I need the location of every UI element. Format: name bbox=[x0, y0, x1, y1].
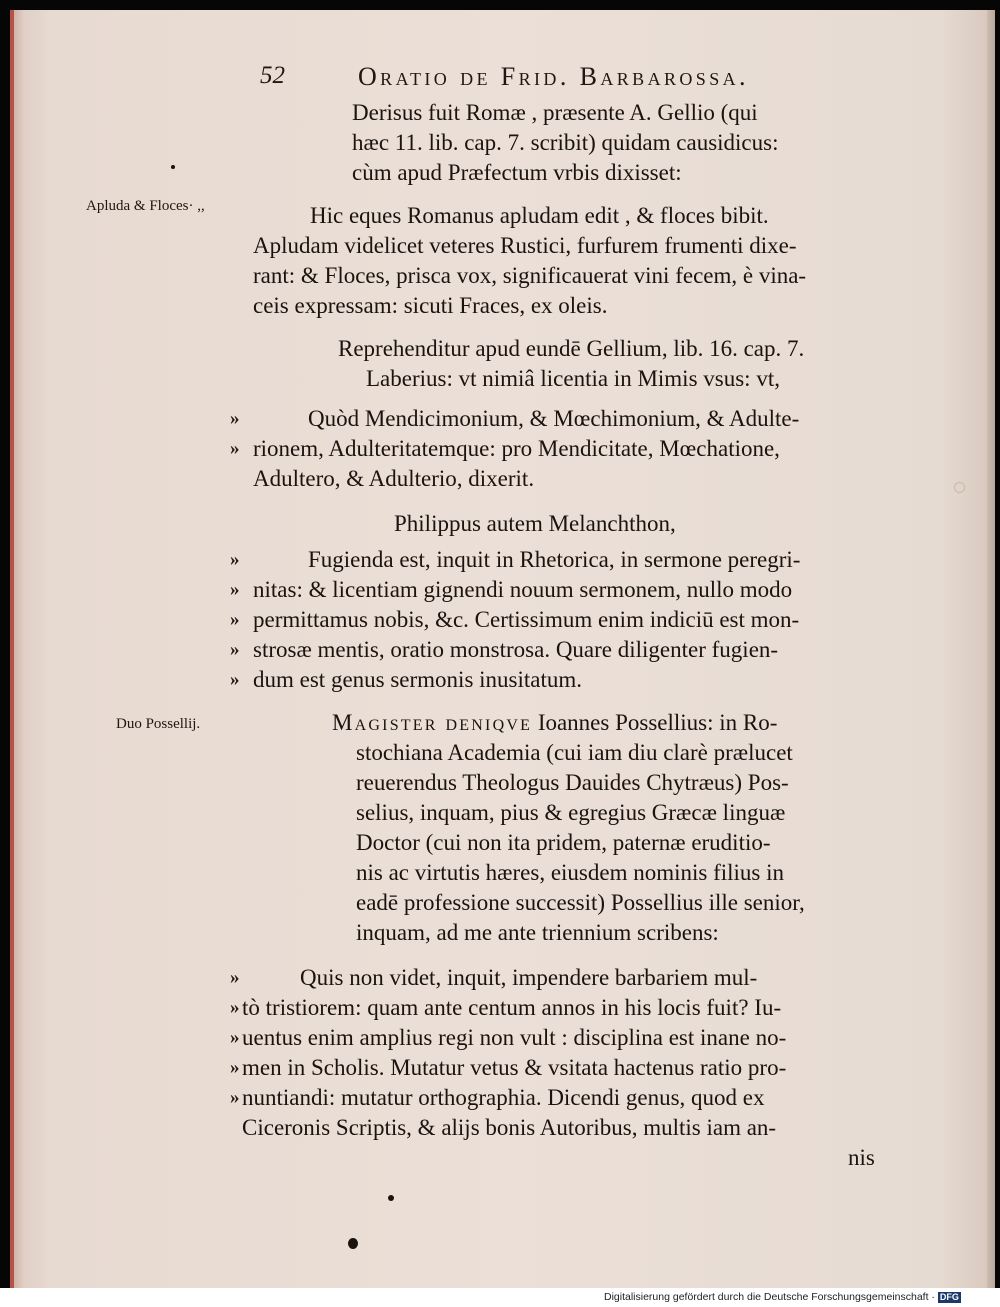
text-line: selius, inquam, pius & egregius Græcæ linguæ bbox=[356, 800, 786, 825]
text-line: nuntiandi: mutatur orthographia. Dicendi genus, quod ex bbox=[242, 1085, 765, 1110]
text-line: Doctor (cui non ita pridem, paternæ eruditio- bbox=[356, 830, 771, 855]
book-page bbox=[10, 10, 995, 1288]
running-head: Oratio de Frid. Barbarossa. bbox=[358, 62, 749, 91]
paper-speck bbox=[348, 1238, 358, 1249]
text-line: inquam, ad me ante triennium scribens: bbox=[356, 920, 719, 945]
text-line: tò tristiorem: quam ante centum annos in his locis fuit? Iu- bbox=[242, 995, 782, 1020]
quote-mark: » bbox=[230, 609, 240, 630]
text-line: Reprehenditur apud eundē Gellium, lib. 16. cap. 7. bbox=[338, 336, 805, 361]
quote-mark: » bbox=[230, 579, 240, 600]
quote-mark: » bbox=[230, 549, 240, 570]
text-line: Ciceronis Scriptis, & alijs bonis Autoribus, multis iam an- bbox=[242, 1115, 777, 1140]
quote-mark: » bbox=[230, 408, 240, 429]
footer-text: Digitalisierung gefördert durch die Deutsche Forschungsgemeinschaft · bbox=[604, 1291, 935, 1303]
text-line: Quis non videt, inquit, impendere barbariem mul- bbox=[300, 965, 758, 990]
digitization-footer bbox=[604, 1291, 961, 1303]
text-line: Derisus fuit Romæ , præsente A. Gellio (qui bbox=[352, 100, 758, 125]
small-caps-lead: Magister deniqve bbox=[332, 710, 533, 735]
text-line: stochiana Academia (cui iam diu clarè prælucet bbox=[356, 740, 793, 765]
text-line: uentus enim amplius regi non vult : disciplina est inane no- bbox=[242, 1025, 787, 1050]
paper-speck bbox=[171, 165, 175, 169]
text-line: Quòd Mendicimonium, & Mœchimonium, & Adulte- bbox=[308, 406, 800, 431]
quote-mark: » bbox=[230, 639, 240, 660]
quote-mark: » bbox=[230, 997, 240, 1018]
text-line: Ioannes Possellius: in Ro- bbox=[537, 710, 778, 735]
text-line: strosæ mentis, oratio monstrosa. Quare diligenter fugien- bbox=[253, 637, 779, 662]
text-line: Apludam videlicet veteres Rustici, furfurem frumenti dixe- bbox=[253, 233, 797, 258]
text-line-catchword: nis bbox=[848, 1145, 875, 1170]
text-line: rionem, Adulteritatemque: pro Mendicitate, Mœchatione, bbox=[253, 436, 780, 461]
text-line: Fugienda est, inquit in Rhetorica, in sermone peregri- bbox=[308, 547, 801, 572]
text-line: Laberius: vt nimiâ licentia in Mimis vsus: vt, bbox=[366, 366, 780, 391]
quote-mark: » bbox=[230, 967, 240, 988]
paper-blemish bbox=[954, 482, 965, 493]
text-line: Philippus autem Melanchthon, bbox=[394, 511, 676, 536]
quote-mark: » bbox=[230, 438, 240, 459]
text-line: eadē professione successit) Possellius ille senior, bbox=[356, 890, 805, 915]
text-line: Adultero, & Adulterio, dixerit. bbox=[253, 466, 535, 491]
text-line: Hic eques Romanus apludam edit , & floces bibit. bbox=[310, 203, 769, 228]
marginal-note-apluda: Apluda & Floces· ,, bbox=[86, 198, 205, 214]
text-line: cùm apud Præfectum vrbis dixisset: bbox=[352, 160, 682, 185]
text-line: permittamus nobis, &c. Certissimum enim indiciū est mon- bbox=[253, 607, 800, 632]
text-line: reuerendus Theologus Dauides Chytræus) Pos- bbox=[356, 770, 789, 795]
quote-mark: » bbox=[230, 669, 240, 690]
text-line: ceis expressam: sicuti Fraces, ex oleis. bbox=[253, 293, 608, 318]
paper-speck bbox=[388, 1195, 394, 1201]
text-line: nis ac virtutis hæres, eiusdem nominis filius in bbox=[356, 860, 785, 885]
text-line: rant: & Floces, prisca vox, significauerat vini fecem, è vina- bbox=[253, 263, 807, 288]
dfg-logo: DFG bbox=[939, 1291, 959, 1302]
quote-mark: » bbox=[230, 1027, 240, 1048]
text-line: nitas: & licentiam gignendi nouum sermonem, nullo modo bbox=[253, 577, 793, 602]
text-line-lead bbox=[332, 708, 777, 738]
text-line: hæc 11. lib. cap. 7. scribit) quidam causidicus: bbox=[352, 130, 779, 155]
text-line: men in Scholis. Mutatur vetus & vsitata hactenus ratio pro- bbox=[242, 1055, 787, 1080]
page-number: 52 bbox=[260, 62, 285, 89]
marginal-note-possellij: Duo Possellij. bbox=[116, 716, 201, 732]
quote-mark: » bbox=[230, 1057, 240, 1078]
text-line: dum est genus sermonis inusitatum. bbox=[253, 667, 583, 692]
quote-mark: » bbox=[230, 1087, 240, 1108]
